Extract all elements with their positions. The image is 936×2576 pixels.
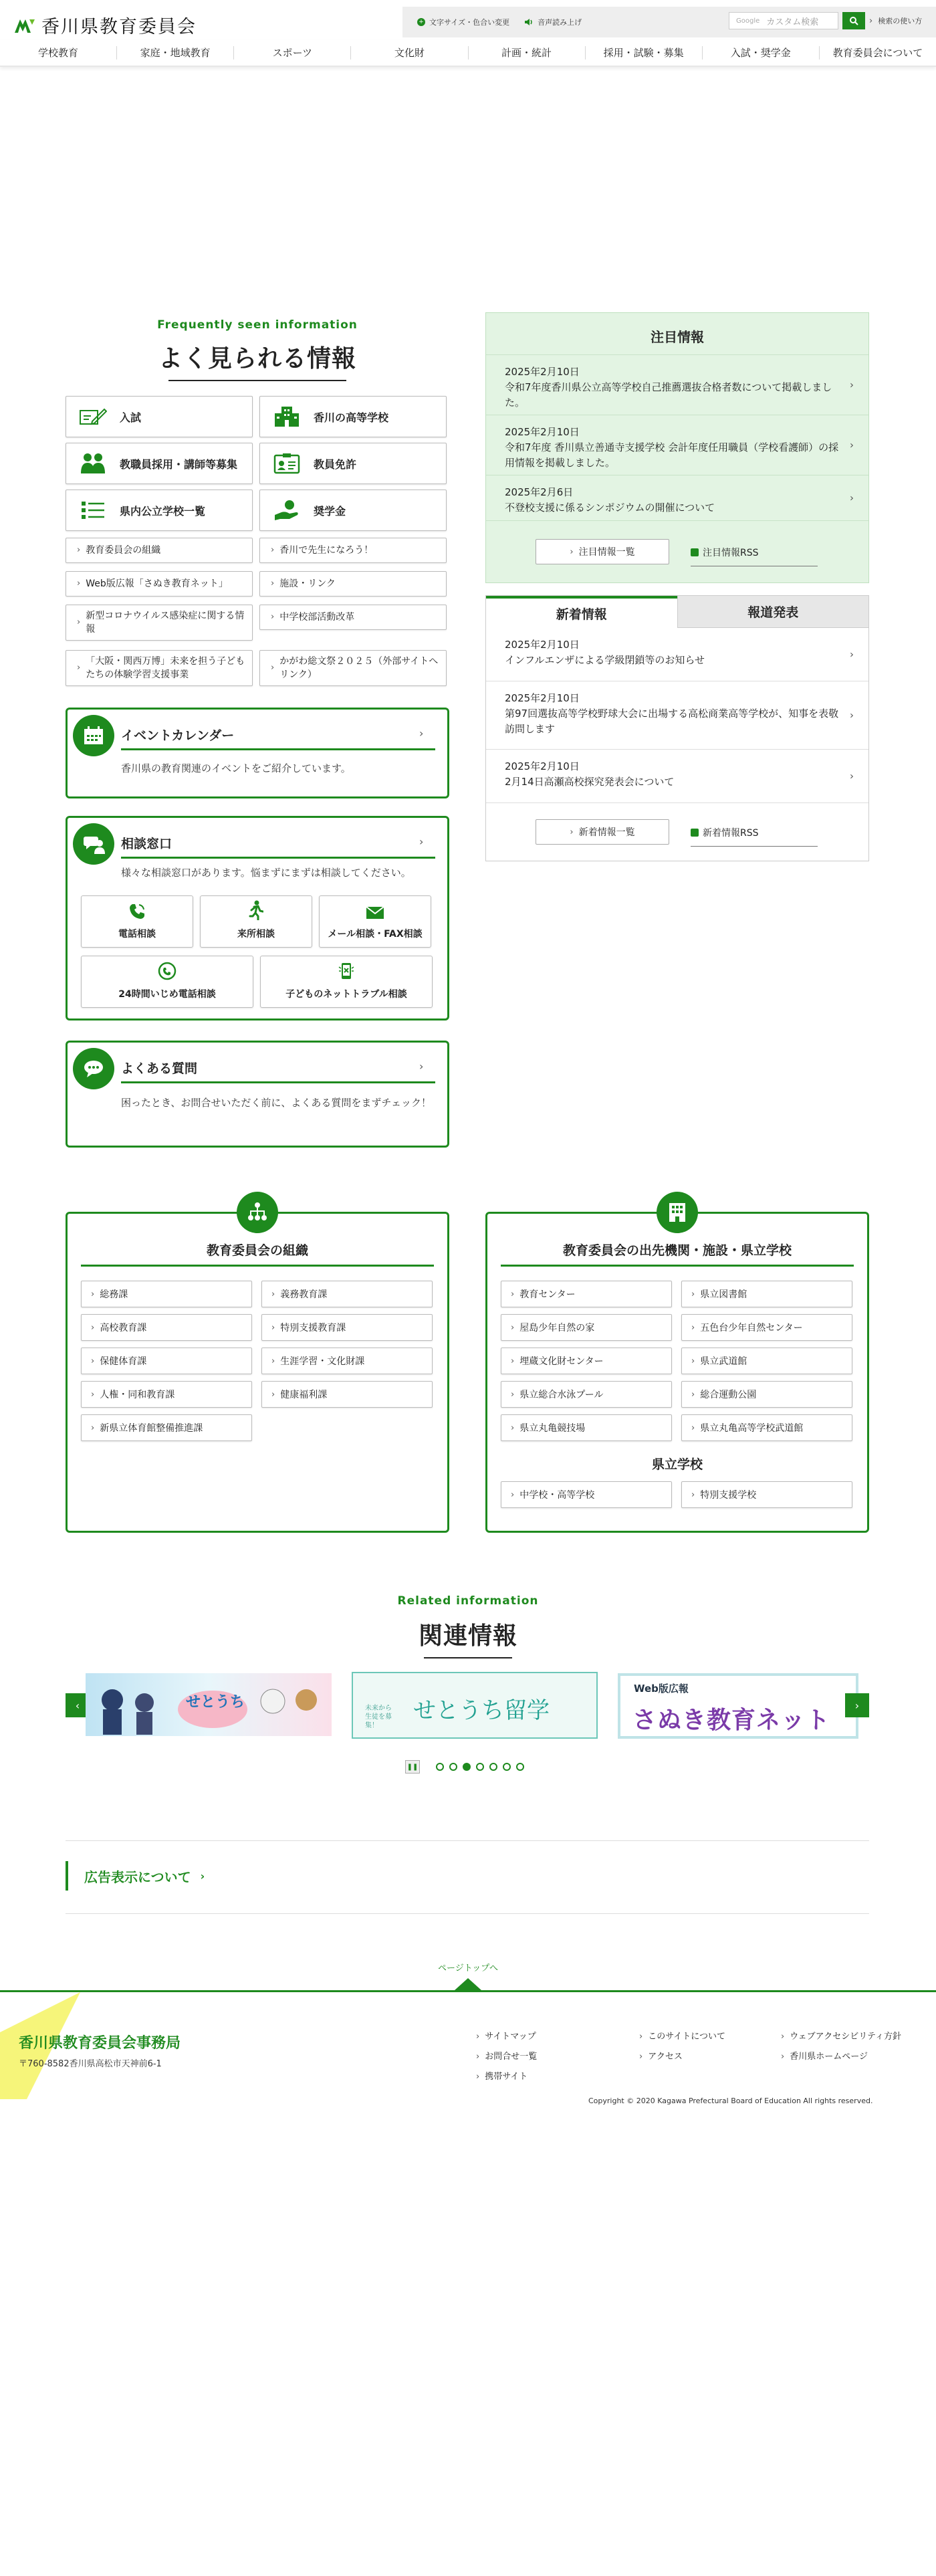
carousel-dot[interactable]: [476, 1763, 484, 1771]
facility-link-sports-park[interactable]: [681, 1381, 852, 1408]
chevron-right-icon: ›: [511, 1322, 515, 1333]
banner-setouchi-text: せとうち: [186, 1693, 245, 1711]
chevron-right-icon: ›: [511, 1356, 515, 1366]
link-label: 県立武道館: [700, 1356, 747, 1367]
link-become-teacher[interactable]: [259, 538, 447, 563]
chevron-right-icon: ›: [77, 545, 81, 555]
facility-link-marugame-budokan[interactable]: [681, 1414, 852, 1441]
quick-link-label: 教職員採用・講師等募集: [120, 457, 238, 471]
scholarship-hand-icon: [273, 499, 300, 522]
facility-link-library[interactable]: [681, 1281, 852, 1307]
chevron-right-icon: ›: [271, 663, 275, 673]
footer-link-label: このサイトについて: [648, 2032, 726, 2042]
banner-ryugaku-text: せとうち留学: [413, 1697, 550, 1724]
banner-sanuki-kyoiku-net[interactable]: [618, 1673, 858, 1739]
list-icon: [80, 500, 106, 521]
chevron-right-icon: ›: [511, 1389, 515, 1400]
quick-link-label: 香川の高等学校: [314, 411, 389, 424]
button-label: メール相談・FAX相談: [328, 929, 423, 940]
visit-consult-button[interactable]: [200, 895, 312, 948]
chevron-right-icon: ›: [850, 648, 854, 660]
chevron-right-icon: ›: [511, 1289, 515, 1299]
utility-bar: [402, 7, 936, 37]
button-label: 来所相談: [237, 929, 275, 940]
nav-item-sports[interactable]: スポーツ: [234, 46, 351, 60]
chevron-right-icon: ›: [850, 492, 854, 504]
pencil-paper-icon: [79, 407, 107, 427]
notice-date: 2025年2月10日: [505, 366, 580, 378]
page-top-link[interactable]: [0, 1961, 936, 1973]
button-label: 新着情報一覧: [578, 827, 635, 838]
facility-title: 教育委員会の出先機関・施設・県立学校: [562, 1243, 792, 1258]
link-label: 「大阪・関西万博」未来を担う子どもたちの体験学習支援事業: [86, 656, 245, 680]
title-underline: [121, 1081, 435, 1083]
link-label: Web版広報「さぬき教育ネット」: [86, 578, 228, 589]
related-title-underline: [424, 1657, 512, 1658]
chevron-right-icon: ›: [271, 1389, 275, 1400]
logo-text: 香川県教育委員会: [41, 17, 197, 37]
chevron-right-icon: ›: [77, 617, 81, 627]
org-link-general-affairs[interactable]: [81, 1281, 252, 1307]
notice-divider: [486, 520, 868, 521]
quick-link-label: 教員免許: [314, 457, 357, 471]
chevron-left-icon: ‹: [75, 1699, 80, 1712]
consultation-card: [66, 816, 449, 1021]
carousel-dot[interactable]: [449, 1763, 457, 1771]
button-label: 電話相談: [118, 929, 156, 940]
banner-ryugaku-sub: 未来から生徒を募集！: [365, 1705, 392, 1729]
link-label: 新県立体育館整備推進課: [100, 1423, 203, 1434]
link-label: 教育委員会の組織: [86, 545, 161, 556]
link-board-organization[interactable]: [66, 538, 253, 563]
link-label: 教育センター: [519, 1289, 576, 1300]
chevron-right-icon: ›: [691, 1389, 695, 1400]
organization-title: 教育委員会の組織: [206, 1243, 308, 1258]
chevron-right-icon: ›: [850, 439, 854, 451]
speech-label: 音声読み上げ: [538, 18, 582, 27]
notice-text: 不登校支援に係るシンポジウムの開催について: [505, 502, 715, 514]
link-label: 県立丸亀高等学校武道館: [700, 1423, 804, 1434]
nav-item-cultural-assets[interactable]: 文化財: [351, 46, 468, 60]
notice-item[interactable]: [486, 415, 868, 475]
pause-icon: ❚❚: [406, 1763, 419, 1771]
link-label: 特別支援教育課: [280, 1323, 346, 1333]
org-link-welfare[interactable]: [261, 1381, 433, 1408]
chevron-right-icon: ›: [91, 1322, 95, 1333]
chevron-right-icon: ›: [271, 1289, 275, 1299]
phone-consult-button[interactable]: [81, 895, 193, 948]
rss-icon: [691, 548, 699, 556]
news-text: 第97回選抜高等学校野球大会に出場する高松商業高等学校が、知事を表敬訪問します: [505, 708, 839, 735]
link-facilities[interactable]: [259, 571, 447, 597]
phone-icon: [128, 903, 146, 920]
link-label: 高校教育課: [100, 1323, 147, 1333]
speaker-icon: [524, 18, 534, 26]
link-label: 埋蔵文化財センター: [519, 1356, 604, 1367]
mail-icon: [366, 905, 384, 920]
footer-link-accessibility[interactable]: [781, 2029, 901, 2042]
banner-setouchi[interactable]: [86, 1673, 332, 1736]
organization-icon-circle: [237, 1192, 278, 1233]
related-section-en-title: Related information: [397, 1594, 539, 1608]
speech-link[interactable]: [524, 17, 582, 27]
chevron-right-icon: ›: [476, 2032, 480, 2042]
chevron-right-icon: ›: [271, 612, 275, 622]
ad-display-link[interactable]: [66, 1861, 205, 1891]
frequent-section-title: よく見られる情報: [158, 345, 356, 372]
nav-item-recruitment[interactable]: 採用・試験・募集: [586, 46, 703, 60]
school-building-icon: [273, 405, 300, 428]
facility-link-jhs-hs[interactable]: [501, 1481, 672, 1508]
search-button[interactable]: [842, 12, 865, 29]
link-expo-support[interactable]: [66, 650, 253, 686]
notice-date: 2025年2月10日: [505, 426, 580, 438]
quick-link-teacher-recruitment[interactable]: [66, 443, 253, 484]
frequent-section-en-title: Frequently seen information: [157, 318, 358, 332]
search-input[interactable]: [729, 12, 838, 29]
quick-link-high-schools[interactable]: [259, 396, 447, 437]
notice-panel: [485, 312, 869, 583]
calendar-icon-circle: [73, 715, 114, 756]
chevron-right-icon: ›: [570, 827, 574, 837]
link-label: 人権・同和教育課: [100, 1390, 175, 1400]
news-rss-link[interactable]: [691, 826, 818, 847]
nav-item-admission-scholarship[interactable]: 入試・奨学金: [703, 46, 820, 60]
search-help-link[interactable]: [869, 15, 922, 26]
chevron-right-icon: ›: [850, 709, 854, 721]
footer-link-label: お問合せ一覧: [485, 2052, 538, 2062]
news-tabs: [486, 596, 868, 628]
link-label: 総合運動公園: [700, 1390, 757, 1400]
chevron-right-icon: ›: [419, 1060, 424, 1073]
faq-title: よくある質問: [121, 1061, 198, 1076]
title-underline: [121, 748, 435, 750]
nav-item-about-board[interactable]: 教育委員会について: [832, 47, 923, 59]
ad-link-label: 広告表示について: [84, 1868, 191, 1885]
event-calendar-title: イベントカレンダー: [121, 728, 235, 743]
footer-org-name: 香川県教育委員会事務局: [19, 2035, 181, 2052]
link-label: 五色台少年自然センター: [700, 1323, 803, 1333]
frequent-title-underline: [168, 380, 346, 381]
id-card-icon: [273, 453, 300, 474]
facility-icon-circle: [657, 1192, 698, 1233]
tab-press-release[interactable]: 報道発表: [677, 596, 869, 628]
chevron-right-icon: ›: [271, 578, 275, 588]
rss-icon: [691, 829, 699, 837]
schools-title: 県立学校: [651, 1457, 703, 1472]
chevron-right-icon: ›: [271, 1356, 275, 1366]
link-label: 健康福利課: [280, 1390, 328, 1400]
hotline-24h-icon: [158, 962, 177, 980]
chevron-right-icon: ›: [476, 2072, 480, 2082]
quick-link-teaching-license[interactable]: [259, 443, 447, 484]
link-kagawa-soubunsai[interactable]: [259, 650, 447, 686]
chevron-right-icon: ›: [77, 663, 81, 673]
notice-text: 令和7年度 香川県立善通寺支援学校 会計年度任用職員（学校看護師）の採用情報を掲載しました。: [505, 441, 839, 469]
logo-mark-icon: [13, 17, 36, 34]
chevron-right-icon: ›: [854, 1699, 860, 1712]
facility-card: [485, 1212, 869, 1533]
org-link-compulsory-education[interactable]: [261, 1281, 433, 1307]
footer-link-kagawa-pref[interactable]: [781, 2049, 868, 2062]
quick-link-label: 入試: [120, 411, 142, 424]
notice-date: 2025年2月6日: [505, 486, 574, 498]
notice-item[interactable]: [486, 475, 868, 520]
plus-icon: +: [417, 18, 425, 26]
news-item[interactable]: [486, 681, 868, 750]
event-calendar-desc: 香川県の教育関連のイベントをご紹介しています。: [121, 762, 351, 774]
org-link-human-rights[interactable]: [81, 1381, 252, 1408]
chevron-right-icon: ›: [850, 770, 854, 782]
google-label: Google: [736, 17, 760, 25]
link-label: 香川で先生になろう！: [279, 545, 374, 556]
nav-item-school-education[interactable]: 学校教育: [0, 46, 117, 60]
link-sanuki-education-net[interactable]: [66, 571, 253, 597]
notice-item[interactable]: [486, 354, 868, 415]
footer-link-mobile-site[interactable]: [476, 2069, 528, 2082]
news-item[interactable]: [486, 750, 868, 803]
notice-list-button[interactable]: [536, 539, 669, 564]
chevron-right-icon: ›: [271, 545, 275, 555]
facility-link-marugame-stadium[interactable]: [501, 1414, 672, 1441]
footer-link-label: アクセス: [648, 2052, 683, 2062]
facility-link-special-schools[interactable]: [681, 1481, 852, 1508]
chevron-right-icon: ›: [570, 546, 574, 557]
chevron-right-icon: ›: [691, 1356, 695, 1366]
news-panel: [485, 595, 869, 861]
footer-link-label: 香川県ホームページ: [790, 2052, 868, 2062]
footer-address: 〒760-8582香川県高松市天神前6-1: [19, 2059, 162, 2069]
chevron-right-icon: ›: [639, 2052, 643, 2062]
title-underline: [501, 1265, 854, 1267]
chevron-right-icon: ›: [850, 379, 854, 391]
link-label: 屋島少年自然の家: [519, 1323, 595, 1333]
org-link-special-support[interactable]: [261, 1314, 433, 1341]
chevron-right-icon: ›: [476, 2052, 480, 2062]
page-top-label: ページトップへ: [437, 1963, 499, 1973]
chevron-right-icon: ›: [639, 2032, 643, 2042]
chevron-right-icon: ›: [691, 1422, 695, 1433]
quick-link-entrance-exam[interactable]: [66, 396, 253, 437]
global-nav: [0, 40, 936, 67]
mail-fax-consult-button[interactable]: [319, 895, 431, 948]
button-label: 24時間いじめ電話相談: [118, 989, 216, 1000]
chevron-right-icon: ›: [511, 1489, 515, 1500]
search-placeholder: カスタム検索: [766, 17, 819, 27]
link-label: かがわ総文祭２０２５（外部サイトへリンク）: [279, 656, 439, 680]
rss-label: 注目情報RSS: [703, 548, 759, 558]
org-link-lifelong-learning[interactable]: [261, 1348, 433, 1374]
news-text: インフルエンザによる学級閉鎖等のお知らせ: [505, 654, 705, 666]
carousel-dot-active[interactable]: [463, 1763, 471, 1771]
facility-link-yashima-nature[interactable]: [501, 1314, 672, 1341]
search-icon: [849, 16, 858, 25]
counseling-icon: [82, 834, 105, 854]
chevron-right-icon: ›: [271, 1322, 275, 1333]
link-label: 総務課: [100, 1289, 128, 1300]
facility-link-goshikidai-nature[interactable]: [681, 1314, 852, 1341]
consultation-desc: 様々な相談窓口があります。悩まずにまずは相談してください。: [121, 867, 411, 879]
organization-card: [66, 1212, 449, 1533]
consultation-icon-circle: [73, 823, 114, 865]
search-help-label: 検索の使い方: [878, 17, 923, 25]
link-label: 新型コロナウイルス感染症に関する情報: [86, 611, 245, 635]
org-link-high-school-education[interactable]: [81, 1314, 252, 1341]
building-icon: [667, 1202, 687, 1223]
bullying-hotline-button[interactable]: [81, 956, 253, 1008]
news-date: 2025年2月10日: [505, 639, 580, 651]
footer-top-line: [0, 1990, 936, 1992]
news-list-button[interactable]: [536, 819, 669, 845]
chevron-right-icon: ›: [869, 16, 873, 26]
related-section-title: 関連情報: [418, 1622, 517, 1650]
footer-link-label: 携帯サイト: [485, 2072, 528, 2082]
quick-link-label: 奨学金: [314, 504, 346, 518]
org-link-health-pe[interactable]: [81, 1348, 252, 1374]
link-label: 中学校・高等学校: [519, 1490, 595, 1501]
link-label: 県立丸亀競技場: [519, 1423, 586, 1434]
event-calendar-card[interactable]: [66, 708, 449, 798]
ad-section: [66, 1840, 869, 1914]
net-trouble-consult-button[interactable]: [260, 956, 433, 1008]
chevron-right-icon: ›: [691, 1322, 695, 1333]
footer-link-about-site[interactable]: [639, 2029, 725, 2042]
site-logo[interactable]: [13, 12, 197, 38]
footer-link-label: サイトマップ: [485, 2032, 536, 2042]
link-label: 県立総合水泳プール: [519, 1390, 604, 1400]
title-underline: [81, 1265, 434, 1267]
link-covid-info[interactable]: [66, 605, 253, 641]
carousel-dot[interactable]: [516, 1763, 524, 1771]
news-text: 2月14日高瀬高校探究発表会について: [505, 776, 675, 788]
tab-new-info[interactable]: 新着情報: [486, 596, 677, 628]
copyright: Copyright © 2020 Kagawa Prefectural Board of Education All rights reserved.: [588, 2097, 873, 2105]
facility-link-budokan[interactable]: [681, 1348, 852, 1374]
chevron-right-icon: ›: [200, 1869, 205, 1883]
org-link-gym-project[interactable]: [81, 1414, 252, 1441]
quick-link-label: 県内公立学校一覧: [120, 504, 206, 518]
banner-net-text: さぬき教育ネット: [632, 1706, 831, 1734]
carousel-dot[interactable]: [503, 1763, 511, 1771]
font-size-label: 文字サイズ・色合い変更: [429, 18, 510, 27]
org-chart-icon: [247, 1202, 268, 1223]
faq-card[interactable]: [66, 1041, 449, 1148]
faq-desc: 困ったとき、お問合せいただく前に、よくある質問をまずチェック！: [121, 1097, 431, 1109]
chevron-right-icon: ›: [91, 1356, 95, 1366]
banner-setouchi-ryugaku[interactable]: [352, 1672, 598, 1739]
chevron-right-icon: ›: [781, 2032, 785, 2042]
link-label: 施設・リンク: [279, 578, 336, 589]
people-icon: [80, 452, 106, 475]
chevron-right-icon: ›: [91, 1389, 95, 1400]
link-label: 義務教育課: [280, 1289, 328, 1300]
link-club-reform[interactable]: [259, 605, 447, 630]
news-date: 2025年2月10日: [505, 760, 580, 772]
faq-icon-circle: [73, 1048, 114, 1089]
carousel-dot[interactable]: [489, 1763, 497, 1771]
chevron-right-icon: ›: [691, 1289, 695, 1299]
chevron-right-icon: ›: [511, 1422, 515, 1433]
link-label: 特別支援学校: [700, 1490, 757, 1501]
chevron-right-icon: ›: [419, 835, 424, 848]
footer-link-sitemap[interactable]: [476, 2029, 536, 2042]
site-header: [0, 0, 936, 68]
speech-bubble-icon: [83, 1059, 104, 1078]
chevron-right-icon: ›: [691, 1489, 695, 1500]
button-label: 注目情報一覧: [578, 547, 635, 558]
facility-link-archaeology-center[interactable]: [501, 1348, 672, 1374]
carousel-next-button[interactable]: [845, 1693, 869, 1717]
nav-item-plans-statistics[interactable]: 計画・統計: [469, 46, 586, 60]
chevron-right-icon: ›: [781, 2052, 785, 2062]
facility-link-swimming-pool[interactable]: [501, 1381, 672, 1408]
news-date: 2025年2月10日: [505, 692, 580, 704]
consultation-title[interactable]: 相談窓口: [121, 837, 172, 851]
chevron-right-icon: ›: [91, 1422, 95, 1433]
chevron-right-icon: ›: [419, 727, 424, 740]
walking-person-icon: [249, 900, 263, 920]
quick-link-public-schools-list[interactable]: [66, 490, 253, 531]
chevron-right-icon: ›: [77, 578, 81, 588]
button-label: 子どものネットトラブル相談: [285, 989, 407, 1000]
link-label: 県立図書館: [700, 1289, 747, 1300]
carousel-pause-button[interactable]: [405, 1760, 420, 1774]
smartphone-trouble-icon: [338, 962, 354, 980]
news-item[interactable]: [486, 628, 868, 681]
quick-link-scholarship[interactable]: [259, 490, 447, 531]
footer-link-label: ウェブアクセシビリティ方針: [790, 2032, 901, 2042]
nav-item-family-community[interactable]: 家庭・地域教育: [117, 46, 234, 60]
title-underline: [121, 857, 435, 859]
font-size-link[interactable]: [417, 17, 509, 27]
rss-label: 新着情報RSS: [703, 828, 759, 839]
notice-rss-link[interactable]: [691, 546, 818, 566]
chevron-right-icon: ›: [91, 1289, 95, 1299]
link-label: 中学校部活動改革: [279, 612, 355, 623]
link-label: 生涯学習・文化財課: [280, 1356, 365, 1367]
page-top-arrow-icon[interactable]: [455, 1977, 481, 1990]
footer-link-contact-list[interactable]: [476, 2049, 537, 2062]
carousel-dot[interactable]: [436, 1763, 444, 1771]
link-label: 保健体育課: [100, 1356, 147, 1367]
facility-link-education-center[interactable]: [501, 1281, 672, 1307]
notice-title: 注目情報: [651, 329, 704, 345]
footer-link-access[interactable]: [639, 2049, 683, 2062]
calendar-icon: [83, 726, 104, 746]
notice-text: 令和7年度香川県公立高等学校自己推薦選抜合格者数について掲載しました。: [505, 381, 832, 409]
banner-net-small: Web版広報: [634, 1683, 689, 1695]
